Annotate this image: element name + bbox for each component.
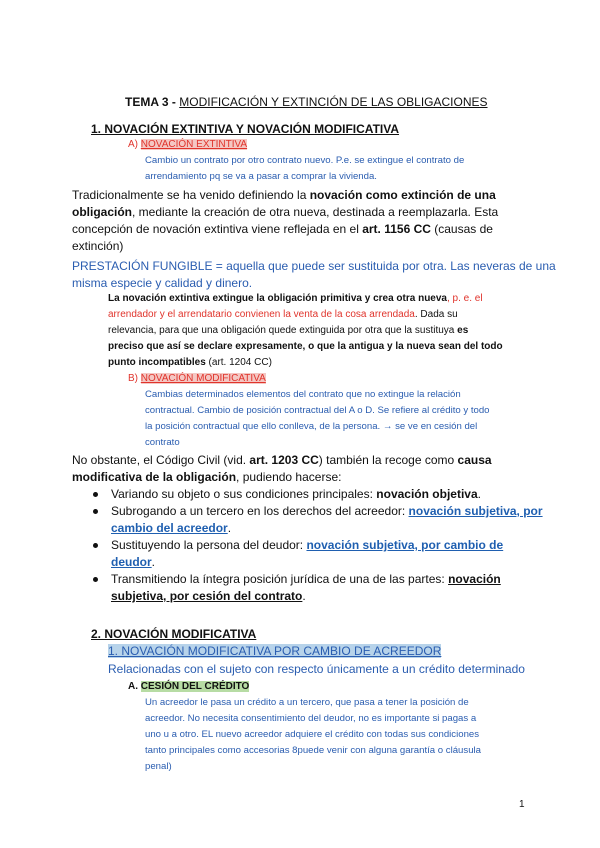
paragraph-line: No obstante, el Código Civil (vid. art. 1203 CC) también la recoge como causa xyxy=(72,453,492,467)
note-line: acreedor. No necesita consentimiento del deudor, no es importante si pagas a xyxy=(145,713,477,724)
paragraph-line: extinción) xyxy=(72,239,124,253)
bullet-dot xyxy=(93,543,98,548)
bullet-item: Transmitiendo la íntegra posición jurídica de una de las partes: novación xyxy=(111,572,501,586)
section-2-heading: 2. NOVACIÓN MODIFICATIVA xyxy=(91,627,257,641)
bullet-item-continued: deudor. xyxy=(111,555,156,569)
note-line: Cambio un contrato por otro contrato nuevo. P.e. se extingue el contrato de xyxy=(145,155,465,166)
note-line: la posición contractual que ello conlleva, de la persona. → se ve en cesión del xyxy=(145,421,478,432)
bullet-dot xyxy=(93,577,98,582)
quote-line: punto incompatibles (art. 1204 CC) xyxy=(108,357,272,368)
subsection-b-heading: B) NOVACIÓN MODIFICATIVA xyxy=(128,373,266,384)
note-line: contractual. Cambio de posición contractual del A o D. Se refiere al crédito y todo xyxy=(145,405,490,416)
bullet-item: Subrogando a un tercero en los derechos del acreedor: novación subjetiva, por xyxy=(111,504,543,518)
note-line: tanto principales como accesorias 8puede venir con alguna garantía o cláusula xyxy=(145,745,481,756)
paragraph-line: Tradicionalmente se ha venido definiendo la novación como extinción de una xyxy=(72,188,496,202)
section-1-heading: 1. NOVACIÓN EXTINTIVA Y NOVACIÓN MODIFICATIVA xyxy=(91,122,400,136)
paragraph-line: concepción de novación extintiva viene reflejada en el art. 1156 CC (causas de xyxy=(72,222,493,236)
quote-line: arrendador y el arrendatario convienen la venta de la cosa arrendada. Dada su xyxy=(108,309,458,320)
note-line: penal) xyxy=(145,761,172,772)
paragraph-line: obligación, mediante la creación de otra nueva, destinada a reemplazarla. Esta xyxy=(72,205,499,219)
note-line: Un acreedor le pasa un crédito a un tercero, que pasa a tener la posición de xyxy=(145,697,469,708)
page-title: TEMA 3 - MODIFICACIÓN Y EXTINCIÓN DE LAS OBLIGACIONES xyxy=(125,95,488,109)
note-line: uno u a otro. EL nuevo acreedor adquiere el crédito con todas sus condiciones xyxy=(145,729,480,740)
note-line: arrendamiento pq se va a pasar a comprar la vivienda. xyxy=(145,171,377,182)
bullet-item: Sustituyendo la persona del deudor: novación subjetiva, por cambio de xyxy=(111,538,504,552)
fungible-note-line: misma especie y calidad y dinero. xyxy=(72,276,253,290)
bullet-dot xyxy=(93,509,98,514)
subsection-a-heading: A) NOVACIÓN EXTINTIVA xyxy=(128,139,248,150)
subsection-a-heading: A. CESIÓN DEL CRÉDITO xyxy=(128,681,250,692)
fungible-note-line: PRESTACIÓN FUNGIBLE = aquella que puede ser sustituida por otra. Las neveras de una xyxy=(72,259,556,273)
page-number: 1 xyxy=(519,799,525,810)
relation-note: Relacionadas con el sujeto con respecto únicamente a un crédito determinado xyxy=(108,662,525,676)
bullet-item-continued: cambio del acreedor. xyxy=(111,521,232,535)
quote-line: relevancia, para que una obligación quede extinguida por otra que la sustituya es xyxy=(108,325,469,336)
paragraph-line: modificativa de la obligación, pudiendo hacerse: xyxy=(72,470,342,484)
bullet-item-continued: subjetiva, por cesión del contrato. xyxy=(111,589,306,603)
bullet-dot xyxy=(93,492,98,497)
subsection-heading: 1. NOVACIÓN MODIFICATIVA POR CAMBIO DE ACREEDOR xyxy=(108,644,442,658)
note-line: Cambias determinados elementos del contrato que no extingue la relación xyxy=(145,389,461,400)
quote-line: preciso que así se declare expresamente, o que la antigua y la nueva sean del todo xyxy=(108,341,503,352)
bullet-item: Variando su objeto o sus condiciones principales: novación objetiva. xyxy=(111,487,481,501)
quote-line: La novación extintiva extingue la obligación primitiva y crea otra nueva, p. e. el xyxy=(108,293,483,304)
note-line: contrato xyxy=(145,437,180,448)
